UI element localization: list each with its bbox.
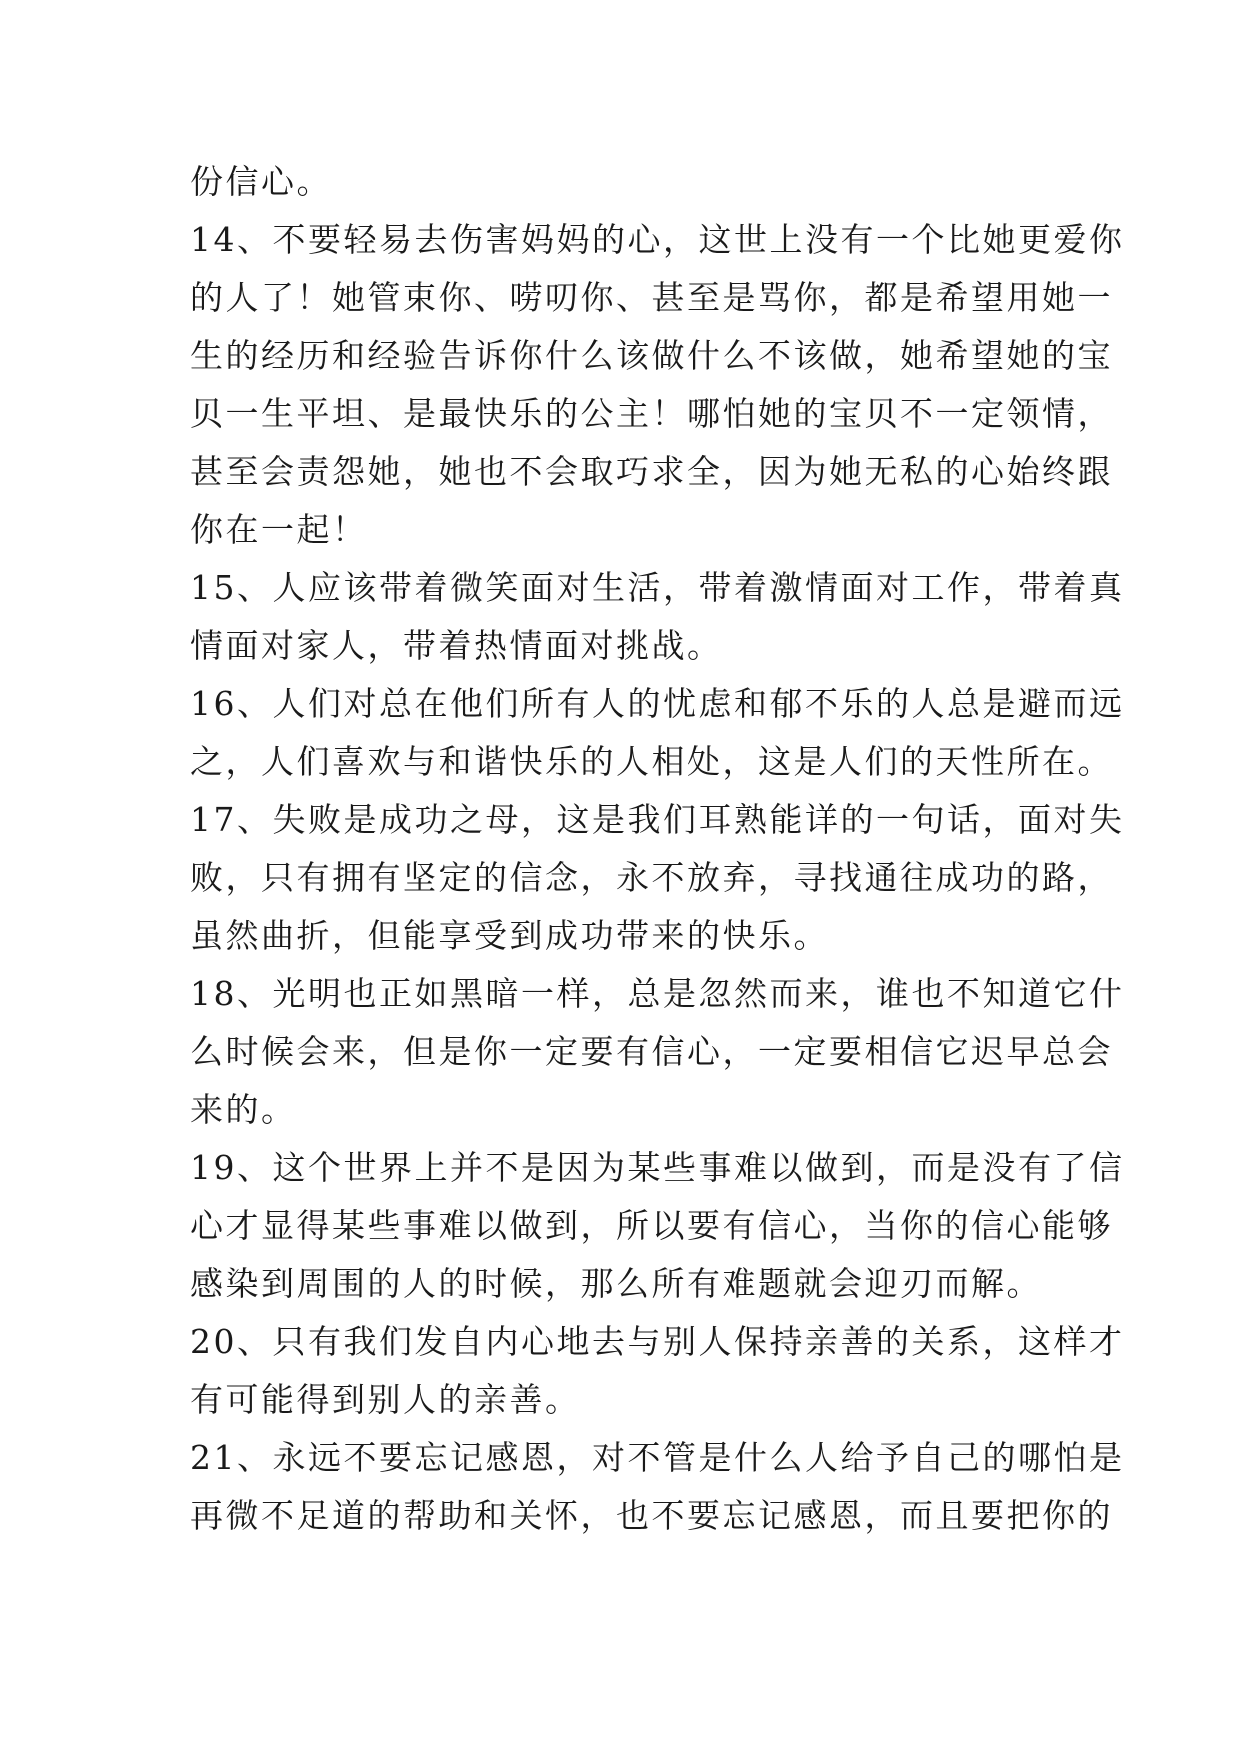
text-line: 感染到周围的人的时候，那么所有难题就会迎刃而解。 [190, 1264, 1042, 1303]
text-line: 甚至会责怨她，她也不会取巧求全，因为她无私的心始终跟 [190, 452, 1113, 491]
text-line: 么时候会来，但是你一定要有信心，一定要相信它迟早总会 [190, 1032, 1113, 1071]
text-line: 虽然曲折，但能享受到成功带来的快乐。 [190, 916, 829, 955]
text-line: 情面对家人，带着热情面对挑战。 [190, 626, 723, 665]
text-line: 16、人们对总在他们所有人的忧虑和郁不乐的人总是避而远 [190, 684, 1125, 723]
text-line: 你在一起！ [190, 510, 368, 549]
text-line: 再微不足道的帮助和关怀，也不要忘记感恩，而且要把你的 [190, 1496, 1113, 1535]
text-line: 19、这个世界上并不是因为某些事难以做到，而是没有了信 [190, 1148, 1125, 1187]
text-line: 15、人应该带着微笑面对生活，带着激情面对工作，带着真 [190, 568, 1125, 607]
text-line: 21、永远不要忘记感恩，对不管是什么人给予自己的哪怕是 [190, 1438, 1125, 1477]
text-line: 生的经历和经验告诉你什么该做什么不该做，她希望她的宝 [190, 336, 1113, 375]
text-line: 贝一生平坦、是最快乐的公主！哪怕她的宝贝不一定领情， [190, 394, 1113, 433]
text-line: 18、光明也正如黑暗一样，总是忽然而来，谁也不知道它什 [190, 974, 1125, 1013]
text-line: 来的。 [190, 1090, 297, 1129]
text-line: 败，只有拥有坚定的信念，永不放弃，寻找通往成功的路， [190, 858, 1113, 897]
text-line: 有可能得到别人的亲善。 [190, 1380, 581, 1419]
text-line: 心才显得某些事难以做到，所以要有信心，当你的信心能够 [190, 1206, 1113, 1245]
text-line: 17、失败是成功之母，这是我们耳熟能详的一句话，面对失 [190, 800, 1125, 839]
text-line: 20、只有我们发自内心地去与别人保持亲善的关系，这样才 [190, 1322, 1125, 1361]
document-body [190, 153, 1125, 1545]
text-line: 14、不要轻易去伤害妈妈的心，这世上没有一个比她更爱你 [190, 220, 1125, 259]
text-line: 之，人们喜欢与和谐快乐的人相处，这是人们的天性所在。 [190, 742, 1113, 781]
text-line: 的人了！她管束你、唠叨你、甚至是骂你，都是希望用她一 [190, 278, 1113, 317]
text-line: 份信心。 [190, 162, 332, 201]
